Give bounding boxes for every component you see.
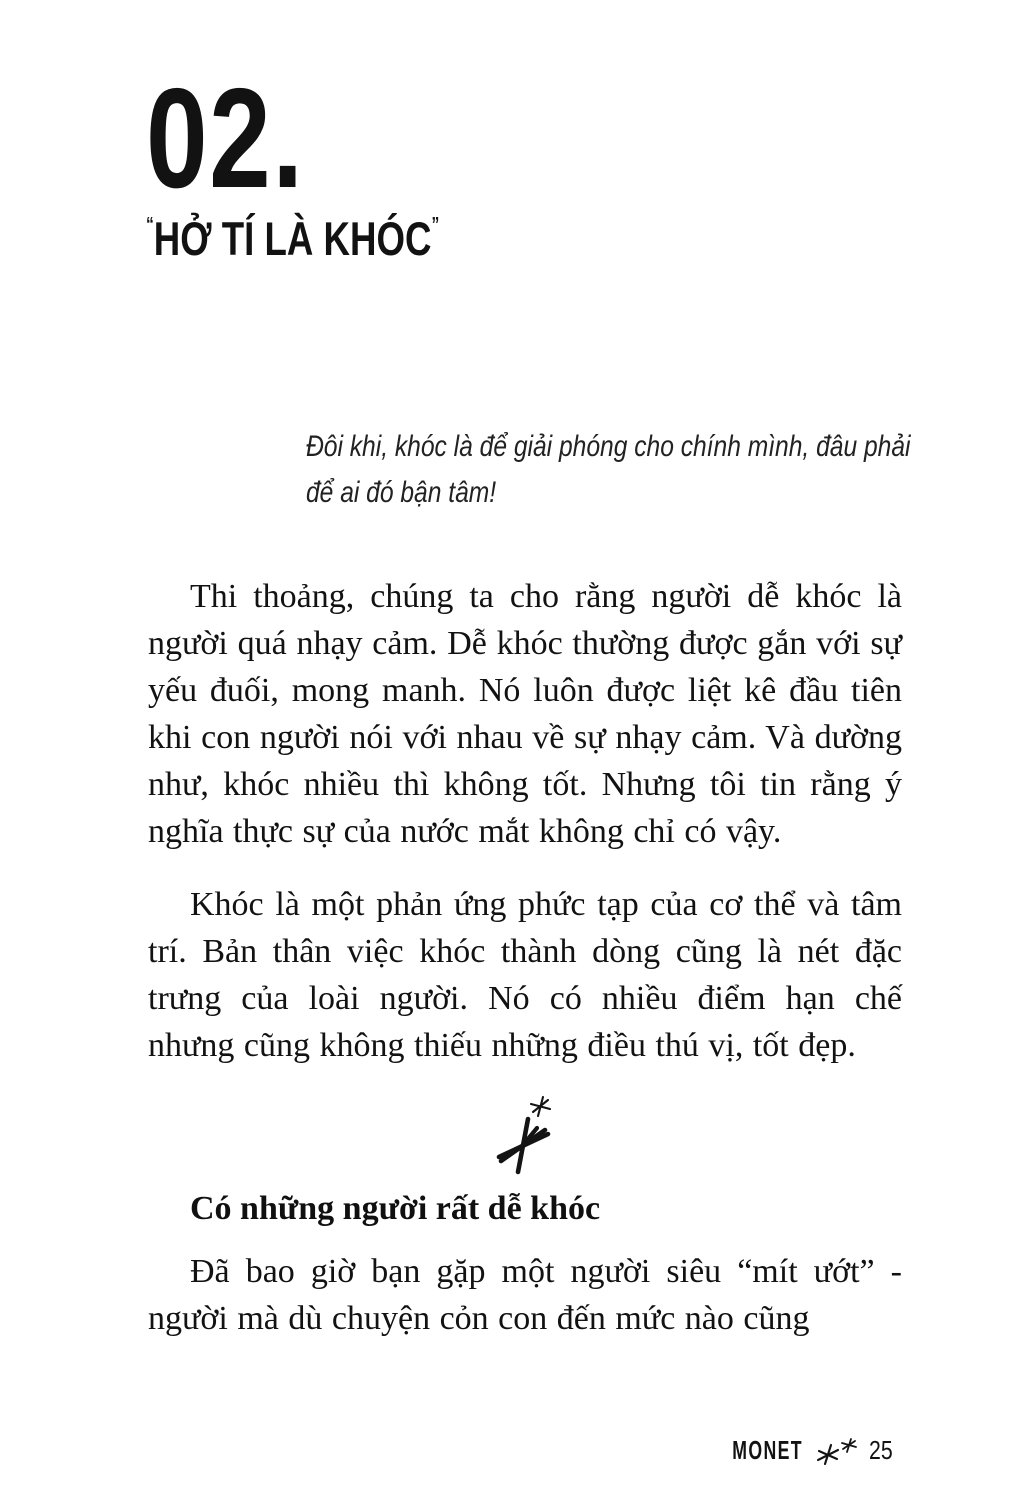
chapter-title — [146, 213, 439, 265]
body-content — [148, 573, 902, 1342]
paragraph: Khóc là một phản ứng phức tạp của cơ thể và tâm trí. Bản thân việc khóc thành dòng cũng là nét đặc trưng của loài người. Nó có nhiều điểm hạn chế nhưng cũng không thiếu những điều thú vị, tốt đẹp. — [148, 886, 902, 1064]
paragraph: Thi thoảng, chúng ta cho rằng người dễ khóc là người quá nhạy cảm. Dễ khóc thường được gắn với sự yếu đuối, mong manh. Nó luôn được liệt kê đầu tiên khi con người nói với nhau về sự nhạy cảm. Và dường như, khóc nhiều thì không tốt. Nhưng tôi tin rằng ý nghĩa thực sự của nước mắt không chỉ có vậy. — [148, 578, 902, 850]
book-title: MONET — [732, 1435, 804, 1465]
page-footer — [0, 1435, 1010, 1466]
asterisk-divider-icon — [148, 1095, 902, 1179]
section-heading: Có những người rất dễ khóc — [190, 1190, 601, 1227]
page-number: 25 — [869, 1435, 893, 1465]
footer-asterisk-icon — [815, 1437, 857, 1465]
paragraph: Đã bao giờ bạn gặp một người siêu “mít ướt” - người mà dù chuyện cỏn con đến mức nào cũng — [148, 1253, 902, 1337]
chapter-number: 02. — [146, 59, 305, 218]
close-quote: ” — [431, 214, 440, 236]
chapter-title-text: HỞ TÍ LÀ KHÓC — [153, 212, 432, 265]
epigraph-quote: Đôi khi, khóc là để giải phóng cho chính mình, đâu phải để ai đó bận tâm! — [306, 430, 911, 509]
open-quote: “ — [146, 214, 154, 236]
